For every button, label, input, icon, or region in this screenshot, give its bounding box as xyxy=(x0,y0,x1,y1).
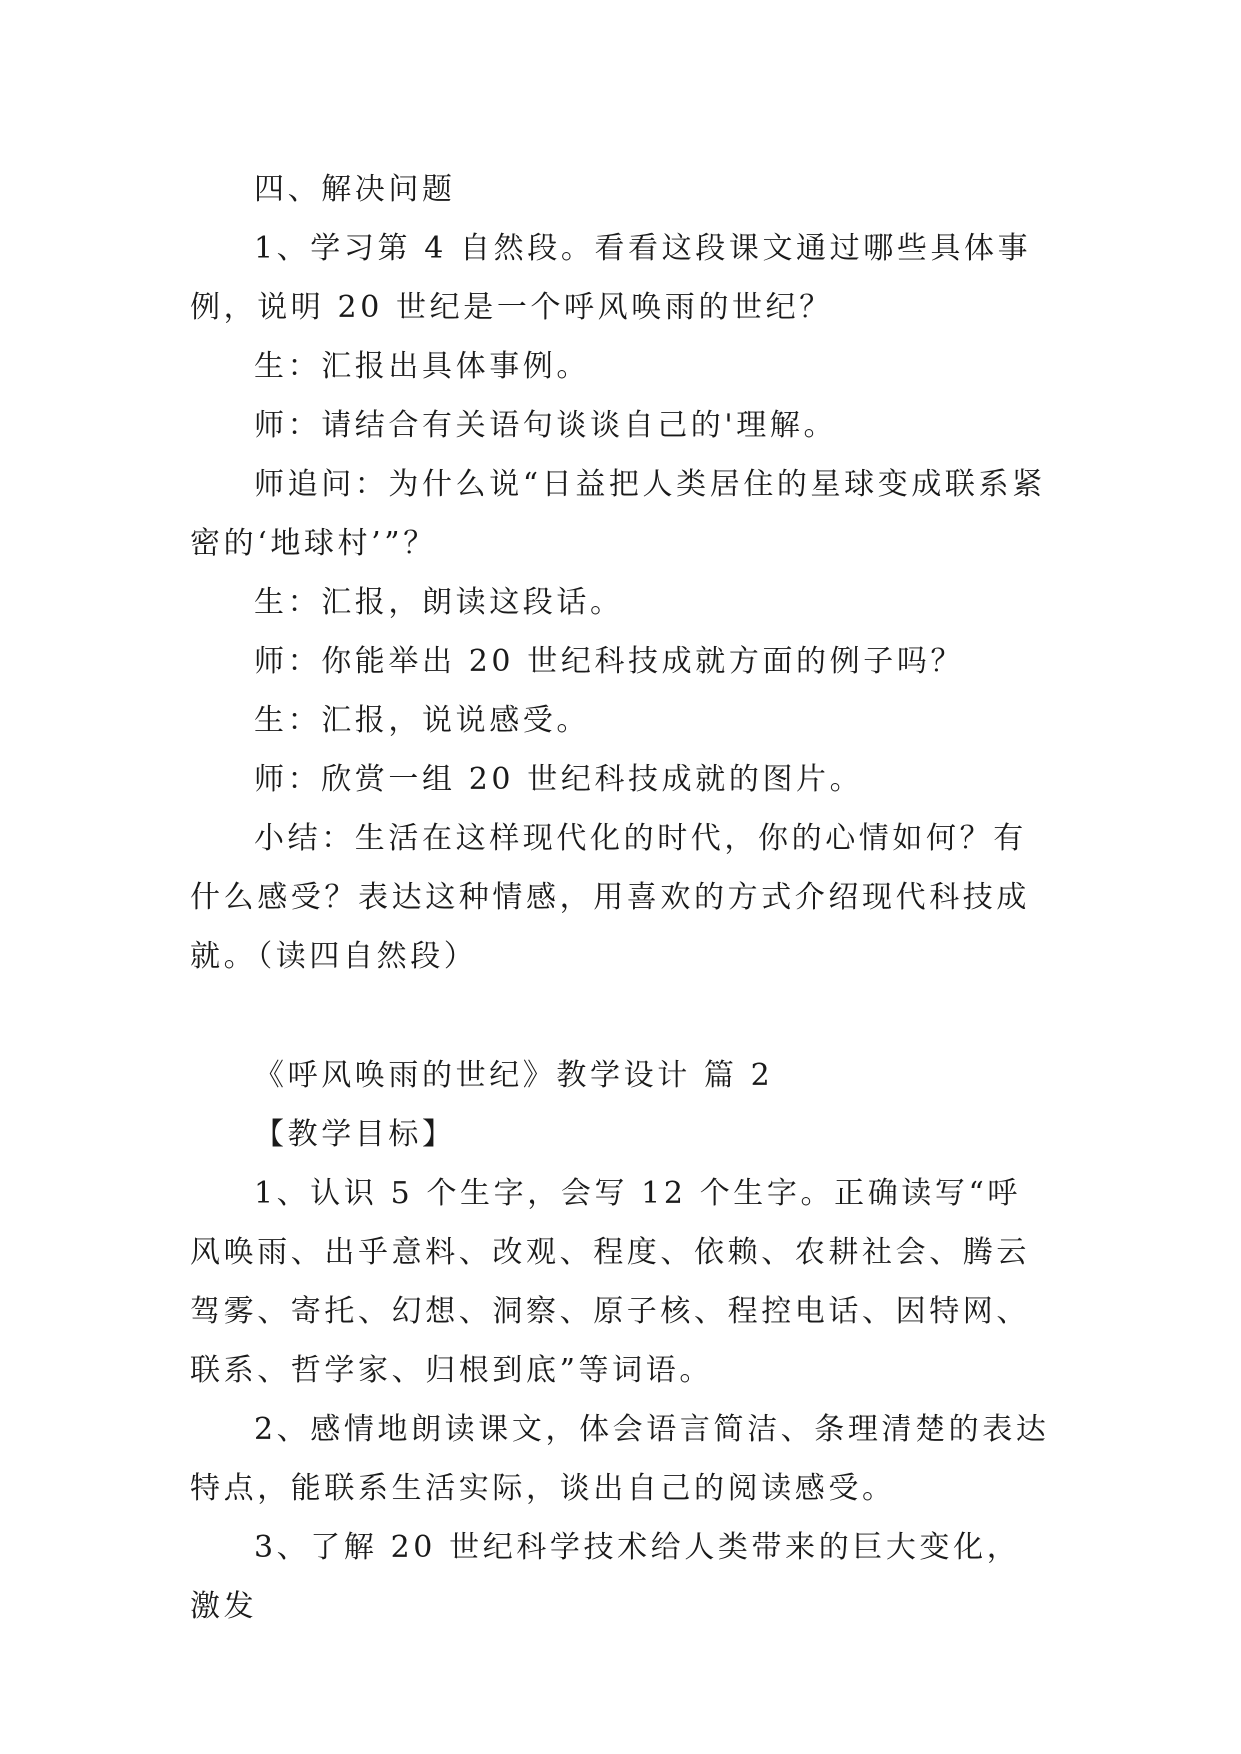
paragraph: 1、学习第 4 自然段。看看这段课文通过哪些具体事例，说明 20 世纪是一个呼风唤雨的世纪？ xyxy=(190,231,1032,325)
paragraph: 师：请结合有关语句谈谈自己的'理解。 xyxy=(254,408,838,443)
paragraph: 1、认识 5 个生字，会写 12 个生字。正确读写“呼风唤雨、出乎意料、改观、程度、依赖、农耕社会、腾云驾雾、寄托、幻想、洞察、原子核、程控电话、因特网、联系、哲学家、归根到底”等词语。 xyxy=(190,1176,1030,1388)
paragraph: 师追问：为什么说“日益把人类居住的星球变成联系紧密的‘地球村’”？ xyxy=(190,467,1046,561)
paragraph: 生：汇报，朗读这段话。 xyxy=(254,585,624,620)
paragraph: 师：你能举出 20 世纪科技成就方面的例子吗？ xyxy=(254,644,965,679)
document-title: 《呼风唤雨的世纪》教学设计 篇 2 xyxy=(254,1058,774,1093)
section-subheading: 【教学目标】 xyxy=(254,1117,456,1152)
paragraph: 生：汇报，说说感受。 xyxy=(254,703,590,738)
paragraph: 3、了解 20 世纪科学技术给人类带来的巨大变化，激发 xyxy=(190,1530,1021,1624)
section-gap xyxy=(190,986,1050,1046)
paragraph: 小结：生活在这样现代化的时代，你的心情如何？有什么感受？表达这种情感，用喜欢的方式介绍现代科技成就。（读四自然段） xyxy=(190,821,1030,974)
document-page xyxy=(190,160,1050,1636)
paragraph: 师：欣赏一组 20 世纪科技成就的图片。 xyxy=(254,762,864,797)
paragraph: 生：汇报出具体事例。 xyxy=(254,349,590,384)
section-heading: 四、解决问题 xyxy=(254,172,456,207)
paragraph: 2、感情地朗读课文，体会语言简洁、条理清楚的表达特点，能联系生活实际，谈出自己的阅读感受。 xyxy=(190,1412,1050,1506)
